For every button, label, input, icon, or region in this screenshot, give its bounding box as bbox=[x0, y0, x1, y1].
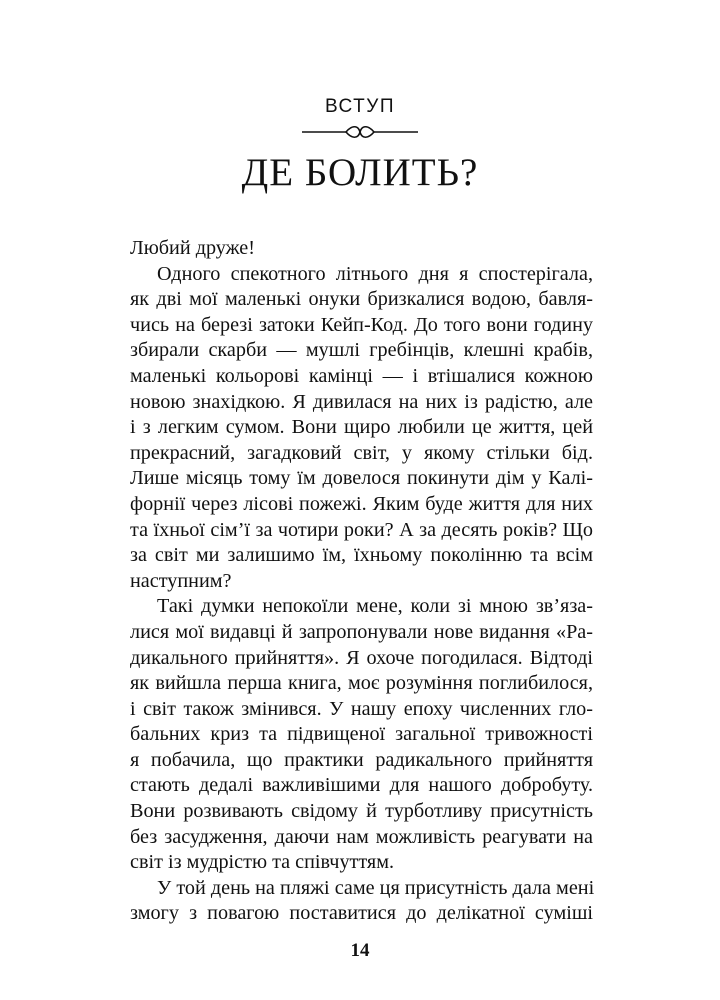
text-line: як вийшла перша книга, моє розуміння поглибилося, bbox=[130, 672, 593, 695]
section-label: ВСТУП bbox=[325, 96, 395, 117]
chapter-title: ДЕ БОЛИТЬ? bbox=[241, 151, 479, 194]
text-line: маленькі кольорові камінці — і втішалися кожною bbox=[130, 364, 593, 387]
text-line: і з легким сумом. Вони щиро любили це життя, цей bbox=[130, 416, 593, 439]
text-line: дикального прийняття». Я охоче погодилася. Відтоді bbox=[130, 646, 593, 669]
text-line: без засудження, даючи нам можливість реагувати на bbox=[130, 825, 593, 848]
text-line: Такі думки непокоїли мене, коли зі мною зв’яза- bbox=[157, 595, 593, 618]
ornament-divider-icon bbox=[300, 122, 420, 142]
text-line: змогу з повагою поставитися до делікатної суміші bbox=[130, 902, 593, 925]
text-line: як дві мої маленькі онуки бризкалися водою, бавля- bbox=[130, 288, 593, 311]
text-line: чись на березі затоки Кейп-Код. До того вони годину bbox=[130, 313, 593, 336]
body-text bbox=[130, 236, 593, 927]
text-line: збирали скарби — мушлі гребінців, клешні крабів, bbox=[130, 339, 593, 362]
text-line: новою знахідкою. Я дивилася на них із радістю, але bbox=[130, 390, 593, 413]
text-line: Любий друже! bbox=[130, 237, 255, 259]
text-line: за світ ми залишимо їм, їхньому поколінню та всім bbox=[130, 544, 593, 567]
text-line: Одного спекотного літнього дня я спостерігала, bbox=[157, 262, 593, 285]
text-line: та їхньої сім’ї за чотири роки? А за десять років? Що bbox=[130, 518, 593, 541]
text-line: наступним? bbox=[130, 569, 232, 592]
text-line: і світ також змінився. У нашу епоху численних гло- bbox=[130, 697, 593, 720]
text-line: прекрасний, загадковий світ, у якому стільки бід. bbox=[130, 441, 593, 464]
text-line: форнії через лісові пожежі. Яким буде життя для них bbox=[130, 492, 593, 515]
text-line: Вони розвивають свідому й турботливу присутність bbox=[130, 800, 593, 823]
text-line: У той день на пляжі саме ця присутність дала мені bbox=[157, 876, 595, 899]
text-line: стають дедалі важливішими для нашого добробуту. bbox=[130, 774, 593, 797]
page-number: 14 bbox=[350, 940, 370, 961]
text-line: бальних криз та підвищеної загальної тривожності bbox=[130, 723, 593, 746]
text-line: Лише місяць тому їм довелося покинути дім у Калі- bbox=[130, 467, 593, 490]
text-line: я побачила, що практики радикального прийняття bbox=[130, 748, 593, 771]
text-line: лися мої видавці й запропонували нове видання «Ра- bbox=[130, 620, 593, 643]
text-line: світ із мудрістю та співчуттям. bbox=[130, 851, 395, 874]
